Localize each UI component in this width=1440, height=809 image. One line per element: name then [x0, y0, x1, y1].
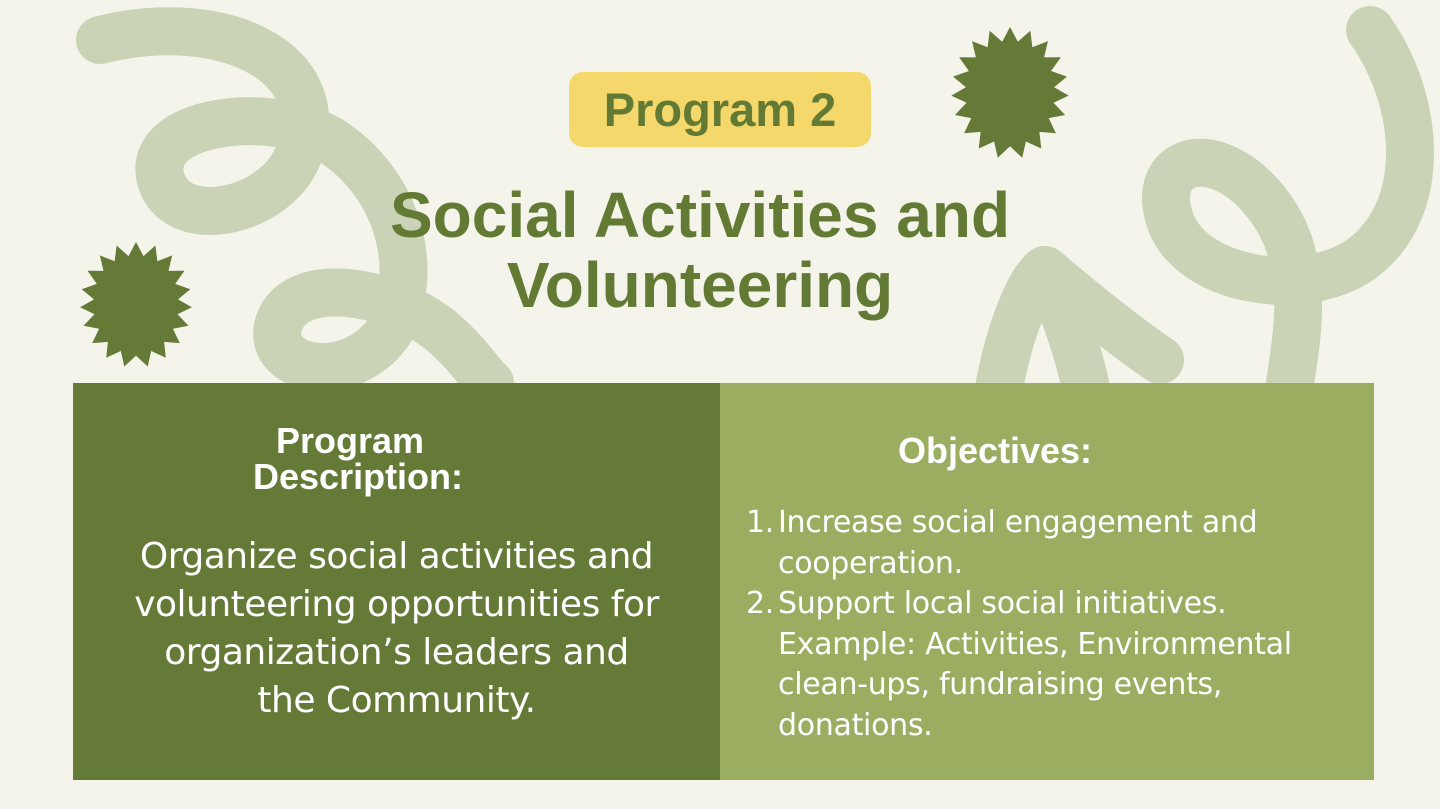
starburst-left-icon	[80, 242, 192, 367]
program-description-panel	[73, 383, 720, 780]
objectives-heading: Objectives:	[897, 430, 1093, 471]
objectives-list	[746, 503, 1336, 746]
objective-item	[746, 584, 1336, 746]
title-line-2: Volunteering	[506, 249, 894, 321]
objective-line: donations.	[778, 707, 933, 743]
description-line: the Community.	[257, 680, 536, 721]
program-badge	[569, 72, 871, 147]
objective-line: Support local social initiatives.	[778, 586, 1227, 621]
description-line: volunteering opportunities for	[134, 584, 659, 625]
objective-item	[746, 503, 1336, 584]
objective-line: Increase social engagement and	[778, 505, 1258, 540]
objective-line: cooperation.	[778, 545, 963, 581]
page-title	[300, 180, 1100, 320]
objective-text	[778, 503, 1336, 584]
description-line: Organize social activities and	[139, 536, 654, 577]
program-description-heading-line-1: Program	[275, 420, 425, 461]
objective-number: 2.	[746, 586, 775, 621]
objectives-panel	[720, 383, 1374, 780]
program-description-heading	[253, 420, 464, 497]
starburst-top-icon	[951, 27, 1068, 158]
objective-number: 1.	[746, 505, 775, 540]
objective-line: Example: Activities, Environmental	[778, 626, 1292, 662]
title-line-1: Social Activities and	[389, 179, 1011, 251]
objective-line: clean-ups, fundraising events,	[778, 667, 1223, 702]
program-badge-label: Program 2	[603, 83, 837, 136]
description-line: organization’s leaders and	[164, 632, 629, 673]
program-description-text	[103, 533, 690, 725]
program-description-heading-line-2: Description:	[253, 456, 464, 497]
objective-text	[778, 584, 1336, 746]
